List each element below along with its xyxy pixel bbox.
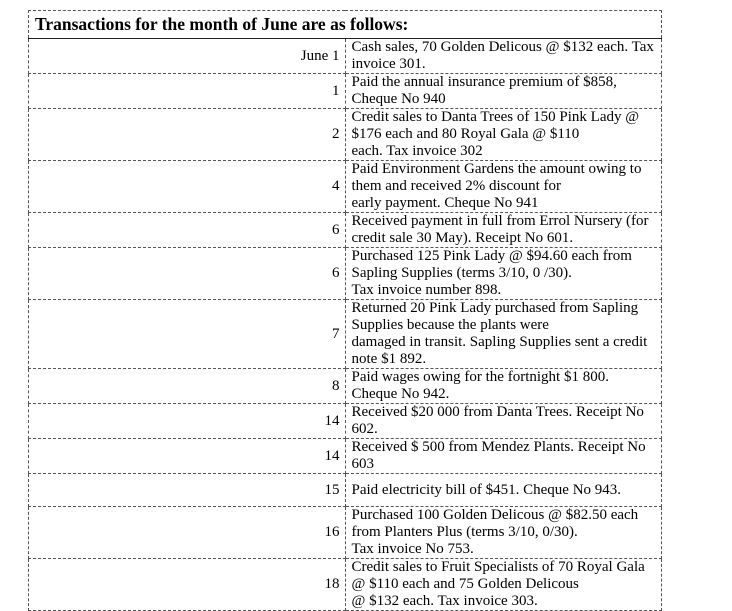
transaction-description xyxy=(345,300,662,369)
transaction-description xyxy=(345,109,662,161)
description-line: Received $ 500 from Mendez Plants. Receipt No 603 xyxy=(351,439,646,472)
transaction-description xyxy=(345,474,662,507)
transaction-description xyxy=(345,507,662,559)
transaction-date: 8 xyxy=(29,369,346,404)
description-line: Paid electricity bill of $451. Cheque No 943. xyxy=(351,481,622,498)
table-row xyxy=(29,74,662,109)
table-row xyxy=(29,213,662,248)
table-row xyxy=(29,39,662,74)
transaction-date: 7 xyxy=(29,300,346,369)
transaction-date: 18 xyxy=(29,559,346,611)
transaction-description xyxy=(345,39,662,74)
table-row xyxy=(29,404,662,439)
transaction-date: 6 xyxy=(29,213,346,248)
description-line: Returned 20 Pink Lady purchased from Sapling Supplies because the plants were xyxy=(351,300,639,333)
description-line: damaged in transit. Sapling Supplies sent a credit note $1 892. xyxy=(351,334,648,367)
table-row xyxy=(29,369,662,404)
table-row xyxy=(29,439,662,474)
table-row xyxy=(29,109,662,161)
description-line: Paid Environment Gardens the amount owing to them and received 2% discount for xyxy=(351,161,642,194)
transaction-description xyxy=(345,369,662,404)
transaction-description xyxy=(345,161,662,213)
transaction-date: 4 xyxy=(29,161,346,213)
table-row xyxy=(29,474,662,507)
table-row xyxy=(29,507,662,559)
transaction-description xyxy=(345,74,662,109)
description-line: Purchased 125 Pink Lady @ $94.60 each from Sapling Supplies (terms 3/10, 0 /30). xyxy=(351,248,632,281)
transaction-date: 6 xyxy=(29,248,346,300)
description-line: Purchased 100 Golden Delicous @ $82.50 each from Planters Plus (terms 3/10, 0/30). xyxy=(351,507,639,540)
table-row xyxy=(29,300,662,369)
description-line: Tax invoice No 753. xyxy=(351,541,474,557)
transaction-description xyxy=(345,559,662,611)
table-row xyxy=(29,559,662,611)
description-line: Paid wages owing for the fortnight $1 800. Cheque No 942. xyxy=(351,369,609,402)
description-line: Credit sales to Danta Trees of 150 Pink Lady @ $176 each and 80 Royal Gala @ $110 xyxy=(351,109,640,142)
transaction-date: 16 xyxy=(29,507,346,559)
description-line: Received $20 000 from Danta Trees. Receipt No 602. xyxy=(351,404,644,437)
transaction-date: 14 xyxy=(29,404,346,439)
transaction-description xyxy=(345,404,662,439)
description-line: Cash sales, 70 Golden Delicous @ $132 each. Tax invoice 301. xyxy=(351,39,654,72)
transaction-description xyxy=(345,213,662,248)
description-line: Paid the annual insurance premium of $858, Cheque No 940 xyxy=(351,74,617,107)
transaction-description xyxy=(345,248,662,300)
description-line: each. Tax invoice 302 xyxy=(351,143,483,159)
title-row xyxy=(29,11,662,39)
table-title: Transactions for the month of June are as follows: xyxy=(29,11,662,39)
transaction-date: 14 xyxy=(29,439,346,474)
description-line: early payment. Cheque No 941 xyxy=(351,195,539,211)
transaction-date: 2 xyxy=(29,109,346,161)
transactions-body xyxy=(29,11,662,611)
transaction-date: 15 xyxy=(29,474,346,507)
table-row xyxy=(29,161,662,213)
description-line: Credit sales to Fruit Specialists of 70 Royal Gala @ $110 each and 75 Golden Delicous xyxy=(351,559,645,592)
description-line: Tax invoice number 898. xyxy=(351,282,502,298)
transaction-date: June 1 xyxy=(29,39,346,74)
description-line: Received payment in full from Errol Nursery (for credit sale 30 May). Receipt No 601. xyxy=(351,213,649,246)
transaction-date: 1 xyxy=(29,74,346,109)
transactions-table xyxy=(28,10,662,611)
table-row xyxy=(29,248,662,300)
description-line: @ $132 each. Tax invoice 303. xyxy=(351,593,538,609)
transaction-description xyxy=(345,439,662,474)
